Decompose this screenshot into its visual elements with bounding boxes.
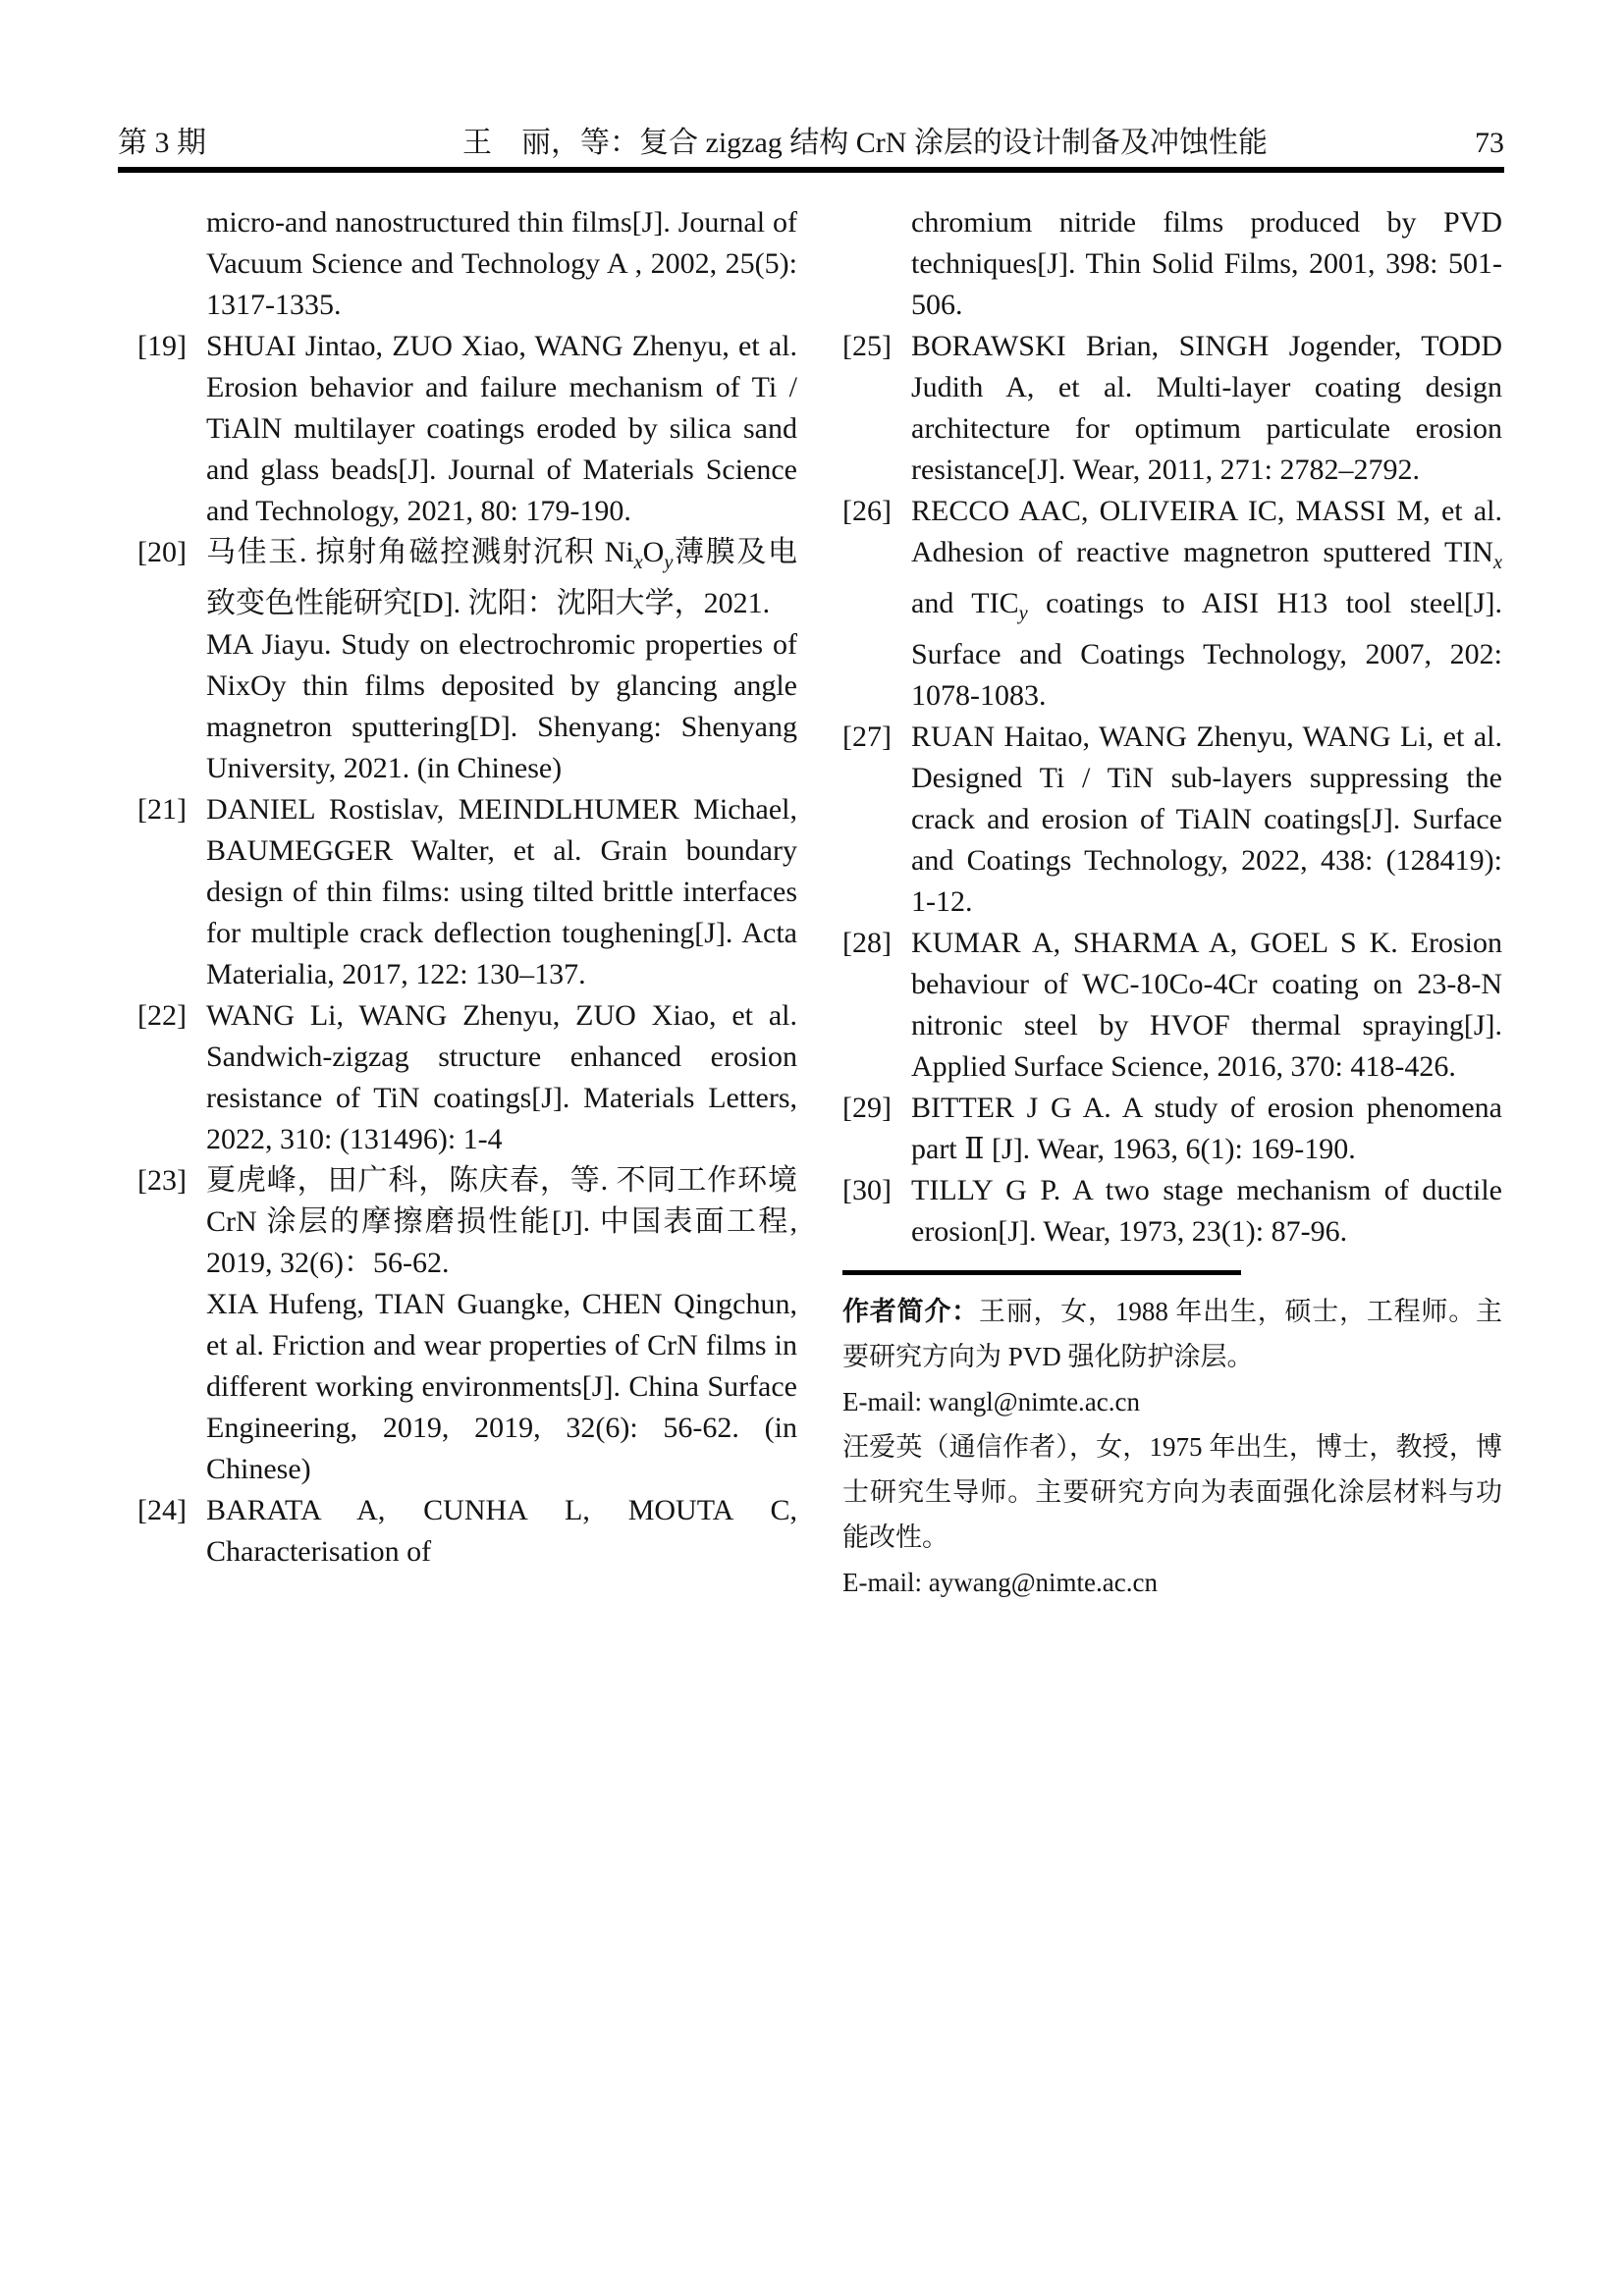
bio-paragraph bbox=[842, 1560, 1502, 1605]
header-rule bbox=[118, 167, 1504, 173]
reference-body bbox=[206, 1160, 797, 1490]
reference-body bbox=[206, 995, 797, 1160]
text-segment: E-mail: aywang@nimte.ac.cn bbox=[842, 1568, 1158, 1597]
text-segment: and TIC bbox=[911, 587, 1019, 619]
reference-paragraph bbox=[206, 1284, 797, 1490]
reference-body bbox=[911, 326, 1502, 491]
text-segment: XIA Hufeng, TIAN Guangke, CHEN Qingchun, et al. Friction and wear properties of CrN films in different working environments[J]. China Surface Engineering, 2019, 2019, 32(6): 56-62. (in Chinese) bbox=[206, 1288, 797, 1485]
text-segment: 汪爱英（通信作者），女，1975 年出生，博士，教授，博士研究生导师。主要研究方向为表面强化涂层材料与功能改性。 bbox=[842, 1432, 1502, 1552]
references-left-column bbox=[137, 202, 797, 1605]
reference-item bbox=[842, 202, 1502, 326]
bio-paragraph bbox=[842, 1424, 1502, 1560]
reference-item bbox=[842, 1170, 1502, 1253]
reference-item bbox=[137, 789, 797, 995]
text-segment: O bbox=[642, 536, 665, 568]
text-segment: y bbox=[664, 552, 674, 573]
reference-number: [30] bbox=[842, 1174, 892, 1206]
reference-number: [26] bbox=[842, 495, 892, 527]
reference-item bbox=[137, 326, 797, 532]
text-segment: BITTER J G A. A study of erosion phenomena part Ⅱ [J]. Wear, 1963, 6(1): 169-190. bbox=[911, 1092, 1502, 1165]
reference-paragraph bbox=[206, 532, 797, 624]
text-segment: 夏虎峰，田广科，陈庆春，等. 不同工作环境 CrN 涂层的摩擦磨损性能[J]. 中国表面工程, 2019, 32(6)：56-62. bbox=[206, 1164, 797, 1279]
text-segment: coatings to AISI H13 tool steel[J]. Surface and Coatings Technology, 2007, 202: 1078-1083. bbox=[911, 587, 1503, 712]
text-segment: SHUAI Jintao, ZUO Xiao, WANG Zhenyu, et al. Erosion behavior and failure mechanism of Ti / TiAlN multilayer coatings eroded by silica sand and glass beads[J]. Journal of Materials Science and Technology, 2021, 80: 179-190. bbox=[206, 330, 797, 527]
text-segment: RECCO AAC, OLIVEIRA IC, MASSI M, et al. Adhesion of reactive magnetron sputtered TIN bbox=[911, 495, 1502, 568]
text-segment: E-mail: wangl@nimte.ac.cn bbox=[842, 1387, 1141, 1416]
page-number: 73 bbox=[1475, 127, 1504, 159]
text-segment: RUAN Haitao, WANG Zhenyu, WANG Li, et al. Designed Ti / TiN sub-layers suppressing the crack and erosion of TiAlN coatings[J]. Surface and Coatings Technology, 2022, 438: (128419): 1-12. bbox=[911, 721, 1502, 918]
reference-paragraph bbox=[206, 1490, 797, 1573]
reference-item bbox=[137, 995, 797, 1160]
references-section bbox=[137, 202, 1502, 1605]
reference-number: [23] bbox=[137, 1164, 187, 1197]
reference-paragraph bbox=[206, 789, 797, 995]
reference-paragraph bbox=[206, 202, 797, 326]
text-segment: MA Jiayu. Study on electrochromic properties of NixOy thin films deposited by glancing angle magnetron sputtering[D]. Shenyang: Shenyang University, 2021. (in Chinese) bbox=[206, 628, 797, 784]
text-segment: TILLY G P. A two stage mechanism of ductile erosion[J]. Wear, 1973, 23(1): 87-96. bbox=[911, 1174, 1502, 1248]
text-segment: DANIEL Rostislav, MEINDLHUMER Michael, BAUMEGGER Walter, et al. Grain boundary design of thin films: using tilted brittle interfaces for multiple crack deflection toughening[J]. Acta Materialia, 2017, 122: 130–137. bbox=[206, 793, 797, 990]
reference-body bbox=[911, 1170, 1502, 1253]
running-title: 王 丽，等：复合 zigzag 结构 CrN 涂层的设计制备及冲蚀性能 bbox=[462, 127, 1268, 159]
reference-paragraph bbox=[911, 923, 1502, 1088]
reference-paragraph bbox=[911, 1170, 1502, 1253]
reference-item bbox=[842, 717, 1502, 923]
text-segment: y bbox=[1018, 603, 1028, 624]
reference-paragraph bbox=[911, 717, 1502, 923]
reference-item bbox=[842, 1088, 1502, 1170]
reference-number: [20] bbox=[137, 536, 187, 568]
bio-paragraphs bbox=[842, 1289, 1502, 1605]
text-segment: 作者简介： bbox=[842, 1297, 979, 1326]
reference-number: [22] bbox=[137, 999, 187, 1032]
reference-number bbox=[137, 202, 206, 326]
reference-paragraph bbox=[206, 995, 797, 1160]
running-header bbox=[118, 126, 1504, 161]
bio-paragraph bbox=[842, 1379, 1502, 1424]
reference-number: [29] bbox=[842, 1092, 892, 1124]
reference-body bbox=[911, 202, 1502, 326]
reference-paragraph bbox=[911, 202, 1502, 326]
text-segment: KUMAR A, SHARMA A, GOEL S K. Erosion behaviour of WC-10Co-4Cr coating on 23-8-N nitronic steel by HVOF thermal spraying[J]. Applied Surface Science, 2016, 370: 418-426. bbox=[911, 927, 1502, 1083]
reference-item bbox=[842, 923, 1502, 1088]
issue-label: 第 3 期 bbox=[118, 127, 206, 159]
text-segment: 马佳玉. 掠射角磁控溅射沉积 Ni bbox=[206, 536, 634, 568]
author-bio-section bbox=[842, 1270, 1502, 1605]
text-segment: x bbox=[1492, 552, 1502, 573]
text-segment: 王丽，女，1988 年出生，硕士，工程师。主要研究方向为 PVD 强化防护涂层。 bbox=[842, 1297, 1503, 1371]
reference-number: [25] bbox=[842, 330, 892, 362]
reference-paragraph bbox=[911, 326, 1502, 491]
reference-item bbox=[842, 326, 1502, 491]
reference-body bbox=[206, 202, 797, 326]
text-segment: BARATA A, CUNHA L, MOUTA C, Characterisation of bbox=[206, 1494, 797, 1568]
reference-number bbox=[842, 202, 911, 326]
reference-item bbox=[137, 202, 797, 326]
reference-item bbox=[842, 491, 1502, 717]
text-segment: WANG Li, WANG Zhenyu, ZUO Xiao, et al. Sandwich-zigzag structure enhanced erosion resistance of TiN coatings[J]. Materials Letters, 2022, 310: (131496): 1-4 bbox=[206, 999, 797, 1155]
reference-body bbox=[911, 491, 1502, 717]
text-segment: BORAWSKI Brian, SINGH Jogender, TODD Judith A, et al. Multi-layer coating design architecture for optimum particulate erosion resistance[J]. Wear, 2011, 271: 2782–2792. bbox=[911, 330, 1502, 486]
reference-number: [24] bbox=[137, 1494, 187, 1526]
reference-body bbox=[911, 923, 1502, 1088]
references-right-list bbox=[842, 202, 1502, 1253]
reference-item bbox=[137, 1160, 797, 1490]
reference-paragraph bbox=[911, 1088, 1502, 1170]
reference-body bbox=[911, 717, 1502, 923]
references-right-column bbox=[842, 202, 1502, 1605]
reference-paragraph bbox=[206, 1160, 797, 1284]
text-segment: chromium nitride films produced by PVD techniques[J]. Thin Solid Films, 2001, 398: 501-506. bbox=[911, 206, 1502, 321]
reference-body bbox=[206, 532, 797, 789]
bio-paragraph bbox=[842, 1289, 1502, 1379]
reference-body bbox=[206, 789, 797, 995]
reference-paragraph bbox=[206, 624, 797, 789]
text-segment: 薄膜及电致变色性能研究[D]. 沈阳：沈阳大学，2021. bbox=[206, 536, 798, 619]
reference-paragraph bbox=[911, 491, 1502, 717]
reference-item bbox=[137, 1490, 797, 1573]
bio-divider bbox=[842, 1270, 1241, 1275]
reference-paragraph bbox=[206, 326, 797, 532]
reference-item bbox=[137, 532, 797, 789]
reference-body bbox=[206, 1490, 797, 1573]
reference-number: [28] bbox=[842, 927, 892, 959]
text-segment: micro-and nanostructured thin films[J]. Journal of Vacuum Science and Technology A , 2002, 25(5): 1317-1335. bbox=[206, 206, 797, 321]
reference-body bbox=[206, 326, 797, 532]
text-segment: x bbox=[633, 552, 643, 573]
reference-number: [27] bbox=[842, 721, 892, 753]
reference-body bbox=[911, 1088, 1502, 1170]
reference-number: [21] bbox=[137, 793, 187, 826]
reference-number: [19] bbox=[137, 330, 187, 362]
